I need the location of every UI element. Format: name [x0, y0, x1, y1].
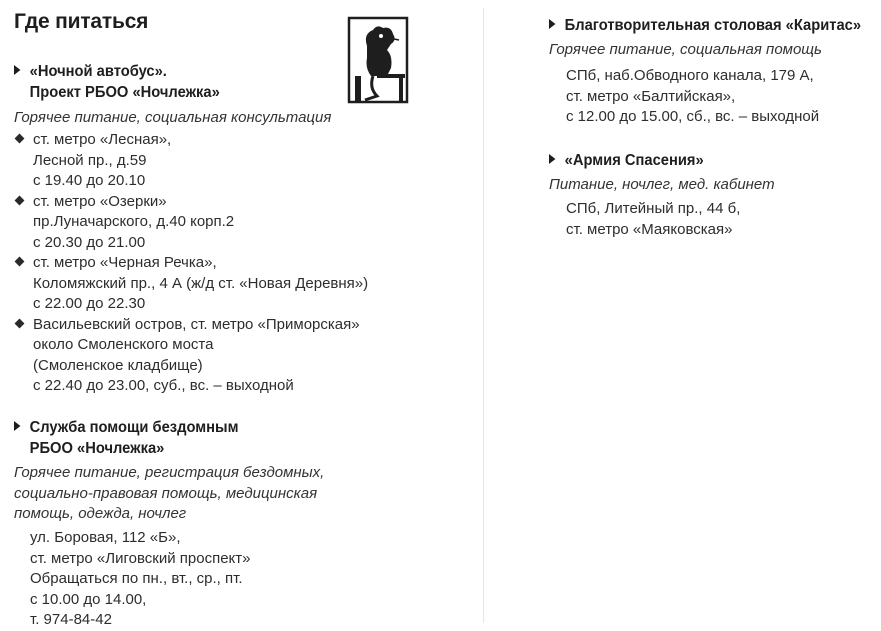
night-bus-heading-2: Проект РБОО «Ночлежка» — [29, 84, 220, 101]
diamond-bullet-icon — [15, 134, 25, 144]
salvation-section — [549, 150, 775, 196]
night-bus-heading: «Ночной автобус». — [14, 61, 306, 82]
triangle-bullet-icon — [549, 19, 555, 29]
service-heading: Служба помощи бездомным — [14, 417, 300, 438]
service-subtitle: Горячее питание, регистрация бездомных, социально-правовая помощь, медицинская помощь, одежда, ночлег — [14, 464, 325, 522]
diamond-bullet-icon — [15, 318, 25, 328]
stop-item: ст. метро «Лесная», Лесной пр., д.59 с 19.40 до 20.10 — [33, 130, 368, 192]
triangle-bullet-icon — [549, 154, 555, 164]
salvation-details: СПб, Литейный пр., 44 б, ст. метро «Маяковская» — [566, 200, 741, 238]
caritas-details: СПб, наб.Обводного канала, 179 А, ст. метро «Балтийская», с 12.00 до 15.00, сб., вс. – выходной — [566, 67, 820, 125]
caritas-section — [549, 15, 881, 61]
night-bus-subtitle: Горячее питание, социальная консультация — [14, 109, 332, 126]
stop-item: ст. метро «Черная Речка», Коломяжский пр., 4 А (ж/д ст. «Новая Деревня») с 22.00 до 22.30 — [33, 253, 368, 315]
caritas-subtitle: Горячее питание, социальная помощь — [549, 41, 822, 58]
night-bus-section — [14, 61, 331, 129]
service-heading-2: РБОО «Ночлежка» — [29, 440, 165, 457]
diamond-bullet-icon — [15, 195, 25, 205]
stop-item: Васильевский остров, ст. метро «Приморская» около Смоленского моста (Смоленское кладбище) с 22.40 до 23.00, суб., вс. – выходной — [33, 315, 368, 397]
rat-at-table-icon — [347, 16, 409, 104]
stop-item: ст. метро «Озерки» пр.Луначарского, д.40 корп.2 с 20.30 до 21.00 — [33, 192, 368, 254]
service-section — [14, 417, 324, 525]
night-bus-stops — [33, 130, 368, 397]
triangle-bullet-icon — [14, 421, 20, 431]
column-divider — [483, 8, 484, 623]
service-details: ул. Боровая, 112 «Б», ст. метро «Лиговский проспект» Обращаться по пн., вт., ср., пт. с 10.00 до 14.00, т. 974-84-42 — [30, 529, 251, 628]
page-title: Где питаться — [14, 10, 149, 33]
triangle-bullet-icon — [14, 65, 20, 75]
salvation-heading: «Армия Спасения» — [549, 150, 757, 171]
salvation-subtitle: Питание, ночлег, мед. кабинет — [549, 176, 775, 193]
caritas-heading: Благотворительная столовая «Каритас» — [549, 15, 861, 36]
diamond-bullet-icon — [15, 257, 25, 267]
